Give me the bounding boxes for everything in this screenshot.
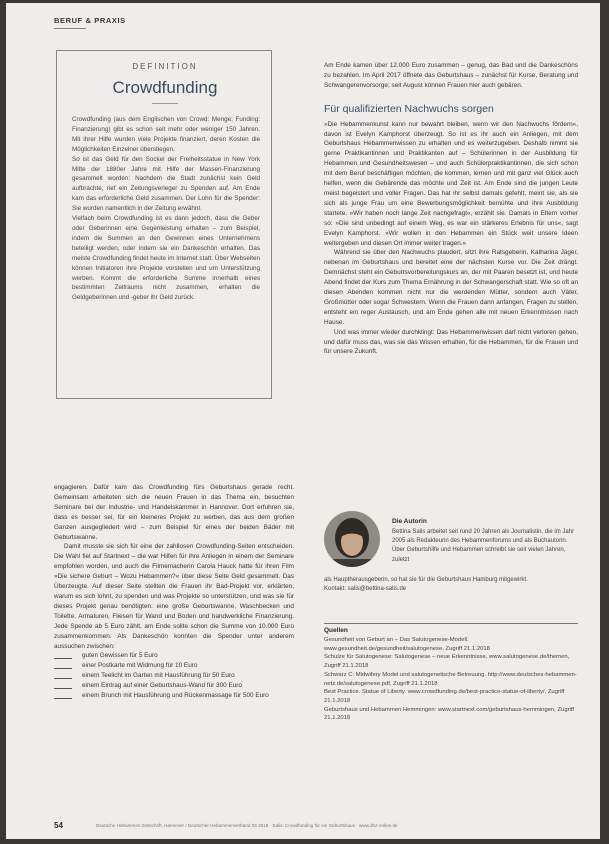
list-item: einem Brunch mit Hausführung und Rückenmassage für 500 Euro [54, 691, 294, 701]
subheading: Für qualifizierten Nachwuchs sorgen [324, 102, 494, 115]
list-item: einem Teelicht im Garten mit Hausführung für 50 Euro [54, 671, 294, 681]
intro-paragraph: Am Ende kamen über 12.000 Euro zusammen – genug, das Bad und die Dankeschöns zu bezahlen. Im April 2017 öffnete das Geburtshaus – zunächst für Kurse, Beratung und Schwangerenvorsorge; seit August können Frauen hier auch gebären. [324, 62, 578, 89]
section-heading: BERUF & PRAXIS [54, 16, 126, 25]
author-photo [324, 511, 380, 567]
definition-title: Crowdfunding [112, 78, 218, 97]
footer-text: Deutsche Hebammen Zeitschrift, Hannover / Deutscher Hebammenverband 03 2018 · Salis: Crowdfunding für ein Geburtshaus · www.dhz-online.de [96, 823, 398, 828]
body-paragraph: »Die Hebammenkunst kann nur bewahrt bleiben, wenn wir den Nachwuchs fördern«, davon ist Evelyn Kamphorst überzeugt. So ist es ihr auch ein Anliegen, mit dem Geburtshaus Hebammenwissen zu erhalten und es weiterzugeben. Deshalb nimmt sie gerne Praktikantinnen und Praktikanten auf – Schülerinnen in der Ausbildung für Hebammen und Gesundheitswesen – und auch Schülerpraktikantinnen, die sich schon mit dem Beruf beschäftigen möchten, die kommen, lernen und mit ganz viel Glück auch helfen, wenn die Gebärende das möchte und Zeit ist. Am Ende sind die jungen Leute meist begeistert und voller Fragen. Das hat ihr selbst damals gefehlt, meint sie, als sie sich als junge Frau um eine Bewerbungsmöglichkeit bemühte und ihre Ausbildung startete. »Wir haben noch lange Zeit nachgefragt«, erzählt sie. Damals in Eltern vorher so: »Die sind unbedingt auf einem Weg, es war ein stärkeres Erlebnis für uns«, sagt Evelyn Kamphorst. »Wir wollen in den Hebammen ein Stück weit unsere Ideen weitergeben und diesen Ort immer weiter tragen.« [324, 120, 578, 247]
section-rule [54, 28, 86, 29]
source-item: Schwarz C: Midwifery Model und salutogenetische Betreuung. http://www.deutsches-hebammen-netz.de/salutogenese.pdf, Zugriff 21.1.2018 [324, 671, 577, 687]
source-item: Best Practice. Statue of Liberty. www.crowdfunding.de/best-practice-statue-of-liberty/, Zugriff 21.1.2018 [324, 689, 565, 704]
author-heading: Die Autorin [392, 518, 427, 525]
body-paragraph: Und was immer wieder durchklingt: Das Hebammenwissen darf nicht verloren gehen, und dafür muss das, was sie das Wissen erhalten, für die Hebammen, für die Frauen und für unsere Zukunft. [324, 328, 578, 356]
source-item: Schulze für Salutogenese: Salutogenese – neue Erkenntnisse, www.salutogenese.de/themen, Zugriff 21.1.2018 [324, 654, 570, 670]
author-bio-line: als Hauptherausgeberin, so hat sie für die Geburtshaus Hamburg mitgewirkt. [324, 577, 528, 583]
author-bio: Bettina Salis arbeitet seit rund 20 Jahren als Journalistin, die im Jahr 2005 als Redakteurin des Hebammenforums und als Buchautorin. Über Geburtshilfe und Hebammen schreibt sie seit vielen Jahren, zuletzt [392, 529, 575, 563]
body-paragraph: Damit musste sie sich für eine der zahllosen Crowdfunding-Seiten entscheiden. Die Wahl fiel auf Startnext – die war Hilfen für ihre Anliegen in einem der Seminare empfohlen worden, und auch die Filmemacherin Carola Hauck hatte für ihren Film »Die sichere Geburt – Wozu Hebammen?« über diese Seite Geld gesammelt. Das Überzeugte. Auf dieser Seite stellten die Frauen ihr Bad-Projekt vor, erklärten, warum es sich lohnt, zu spenden und was Projekte so unterstützen, und was sie für dieses Projekt genau benötigten: eine große Geburtswanne, Waschbecken und Toilette, Armaturen, Fliesen für Wand und Boden und handwerkliche Finanzierung. Jede Spende ab 5 Euro zählt, am Ende sollte schon die Summe von 10.000 Euro zusammenkommen. Als Dankeschön konnten die Spender unter anderem aussuchen zwischen: [54, 543, 294, 650]
definition-paragraph: So ist das Geld für den Sockel der Freiheitsstatue in New York Mitte der 1880er Jahre mit Hilfe der Massen-Finanzierung gesammelt worden: Nachdem die Stadt zunächst kein Geld aufbrachte, rief ein Zeitungsverleger zu Spenden auf. Am Ende kam das erforderliche Geld zusammen. Der Lohn für die Spender: Sie wurden namentlich in der Zeitung erwähnt. [72, 155, 260, 213]
body-paragraph: Während sie über den Nachwuchs plaudert, sitzt ihre Ratsgeberin, Katharina Jäger, nebenan im Geburtshaus und bereitet eine der nächsten Kurse vor. Die Zeit drängt. Demnächst steht ein Geburtsvorbereitungskurs an, der mit Paaren besetzt ist, und heute Abend findet der Kurs zum Thema Ernährung in der Schwangerschaft statt. Wie so oft an diesen Abenden kommen nicht nur die werdenden Mütter, sondern auch Väter, Großmütter oder sogar Schwestern. Wenn die Frauen dann anfangen, Fragen zu stellen, entsteht ein reger Austausch, und am Ende gehen alle mit neuen Erkenntnissen nach Hause. [324, 249, 578, 326]
definition-text [72, 115, 260, 303]
magazine-page [6, 3, 600, 839]
sources-heading: Quellen [324, 627, 348, 634]
list-item: guten Gewissen für 5 Euro [54, 651, 294, 661]
sources-rule [324, 623, 578, 624]
definition-box [56, 50, 272, 399]
right-column [324, 61, 578, 357]
definition-rule [152, 103, 178, 104]
definition-label: DEFINITION [132, 62, 198, 71]
author-bio-continued [324, 576, 578, 594]
list-item: einem Eintrag auf einer Geburtshaus-Wand für 300 Euro [54, 681, 294, 691]
body-paragraph: engagieren. Dafür kam das Crowdfunding fürs Geburtshaus gerade recht. Gemeinsam arbeiteten sich die neuen Frauen in das Thema ein, besuchten Seminare bei der Industrie- und Handelskammer in Hannover. Dort erfuhren sie, dass es besser sei, für ein kleineres Projekt zu werben, das aus dem großen Ganzen ausgegliedert wird – zum Beispiel für eines der beiden Bäder mit Geburtswanne. [54, 484, 294, 541]
definition-paragraph: Vielfach beim Crowdfunding ist es dann jedoch, dass die Geber oder Geberinnen eine Gegenleistung erhalten – zum Beispiel, indem die Summen an den Gewinnen eines Unternehmens beteiligt werden, oder indem sie ein Dankeschön erhalten. Das meiste Crowdfunding findet heute im Internet statt. Über Webseiten können Initiatoren ihre Projekte vorstellen und um Unterstützung werben. Kommt die erforderliche Summe innerhalb eines bestimmten Zeitraums nicht zusammen, erhalten die Geldgeberinnen und -geber ihr Geld zurück. [72, 215, 260, 302]
page-number: 54 [54, 821, 63, 830]
sources-list [324, 636, 578, 723]
author-contact: Kontakt: salis@bettina-salis.de [324, 586, 407, 593]
source-item: Geburtshaus und Hebammen Hemmingen: www.startnext.com/geburtshaus-hemmingen, Zugriff 21.1.2018 [324, 706, 575, 722]
left-column [54, 483, 294, 701]
list-item: einer Postkarte mit Widmung für 10 Euro [54, 661, 294, 671]
source-item: Gesundheit von Geburt an – Das Salutogenese-Modell. www.gesundheit.de/gesundheit/salutogenese, Zugriff 21.1.2018 [324, 637, 490, 652]
definition-paragraph: Crowdfunding (aus dem Englischen von Crowd: Menge; Funding: Finanzierung) gibt es schon seit mehr oder weniger 150 Jahren. Mit ihrer Hilfe wurden viele Projekte finanziert, deren Kosten die Möglichkeiten Einzelner überstiegen. [72, 116, 260, 153]
reward-list [54, 651, 294, 701]
